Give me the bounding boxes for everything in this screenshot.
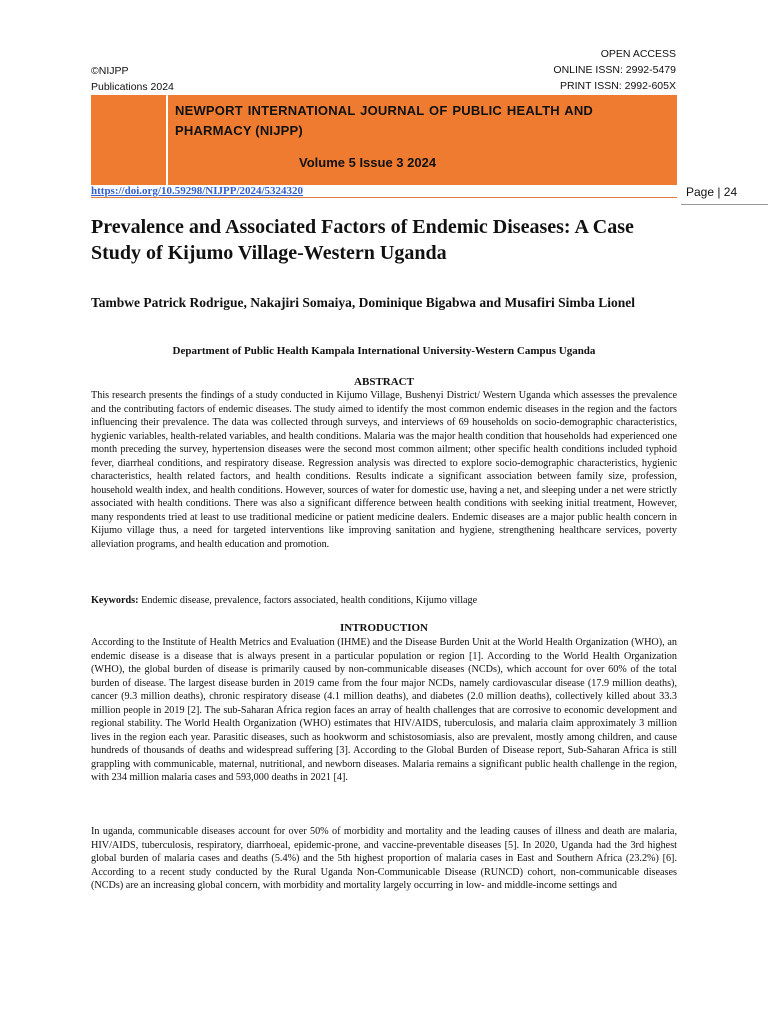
author-list: Tambwe Patrick Rodrigue, Nakajiri Somaiya, Dominique Bigabwa and Musafiri Simba Lionel (91, 295, 636, 310)
keywords-line (91, 594, 677, 608)
abstract-heading: ABSTRACT (354, 376, 414, 388)
publisher-info (91, 63, 174, 95)
online-issn: ONLINE ISSN: 2992-5479 (553, 64, 676, 76)
banner-divider (166, 95, 168, 185)
journal-title: NEWPORT INTERNATIONAL JOURNAL OF PUBLIC HEALTH AND PHARMACY (NIJPP) (175, 103, 593, 138)
journal-banner (91, 95, 677, 185)
journal-volume: Volume 5 Issue 3 2024 (299, 155, 437, 170)
affiliation: Department of Public Health Kampala International University-Western Campus Uganda (172, 345, 596, 357)
print-issn: PRINT ISSN: 2992-605X (560, 80, 676, 92)
keywords-label: Keywords: (91, 595, 139, 606)
abstract-text: This research presents the findings of a study conducted in Kijumo Village, Bushenyi District/ Western Uganda which assesses the prevalence and the contributing factors of endemic diseases. The study aimed to identify the most common endemic diseases in the region and the factors influencing their prevalence. The data was collected through surveys, and interviews of 69 households on socio-demographic characteristics, hygienic variables, health-related variables, and health conditions. Malaria was the major health condition that households had experienced one month preceding the survey, hypertension diseases were the second most common ailment; other specific health conditions included typhoid fever, diarrheal conditions, and respiratory disease. Regression analysis was directed to explore socio-demographic characteristics, hygienic characteristics, health related factors, and health conditions. Results indicate a significant association between family size, profession, household wealth index, and health conditions. However, sources of water for domestic use, having a net, and sleeping under a net were strictly associated with health conditions. There was also a significant difference between health conditions with seeking initial treatment, However, many respondents tried at least to use traditional medicine or patient medicine dealers. Endemic diseases are a major public health concern in Kijumo village thus, a need for targeted interventions like improving sanitation and hygiene, strengthening healthcare services, poverty alleviation programs, and health education and promotion. (91, 390, 677, 550)
issn-info (553, 46, 676, 94)
open-access-label: OPEN ACCESS (600, 48, 676, 60)
publications-year: Publications 2024 (91, 81, 174, 93)
doi-divider (91, 197, 677, 198)
copyright: ©NIJPP (91, 65, 129, 77)
introduction-paragraph-2: In uganda, communicable diseases account for over 50% of morbidity and mortality and the leading causes of illness and death are malaria, HIV/AIDS, tuberculosis, respiratory, diarrhoeal, epidemic-prone, and vaccine-preventable diseases [5]. In 2020, Uganda had the 3rd highest global burden of malaria cases and deaths (5.4%) and the 5th highest proportion of malaria cases in East and Southern Africa (23.2%) [6]. According to a recent study conducted by the Rural Uganda Non-Communicable Disease (RUNCD) cohort, non-communicable diseases (NCDs) are an increasing global concern, with morbidity and mortality largely occurring in low- and middle-income settings and (91, 826, 677, 891)
page-number-divider (681, 204, 768, 205)
keywords-text: Endemic disease, prevalence, factors associated, health conditions, Kijumo village (141, 595, 478, 606)
page-number: Page | 24 (686, 185, 738, 199)
introduction-paragraph-1: According to the Institute of Health Metrics and Evaluation (IHME) and the Disease Burden Unit at the World Health Organization (WHO), an endemic disease is a disease that is always present in a particular population or region [1]. According to the World Health Organization (WHO), the global burden of disease is primarily caused by non-communicable diseases (NCDs), which account for over 60% of the total burden of disease. The largest disease burden in 2019 came from the four major NCDs, namely cardiovascular disease (17.9 million deaths), cancer (9.3 million deaths), chronic respiratory disease (4.1 million deaths), and diabetes (2.0 million deaths), collectively killed about 33.3 million people in 2019 [2]. The sub-Saharan Africa region faces an array of health challenges that are corrosive to economic development and regional stability. The World Health Organization (WHO) estimates that HIV/AIDS, tuberculosis, and malaria claim approximately 3 million lives in the region each year. Parasitic diseases, such as hookworm and schistosomiasis, also are prevalent, mostly among children, and cause hundreds of thousands of deaths and widespread suffering [3]. According to the Global Burden of Disease report, Sub-Saharan Africa is still grappling with communicable, maternal, nutritional, and newborn diseases. Malaria remains a significant public health challenge in the region, with 234 million malaria cases and 593,000 deaths in 2021 [4]. (91, 637, 677, 783)
doi-link[interactable]: https://doi.org/10.59298/NIJPP/2024/5324320 (91, 185, 304, 197)
introduction-heading: INTRODUCTION (339, 622, 428, 634)
article-title: Prevalence and Associated Factors of Endemic Diseases: A Case Study of Kijumo Village-Western Uganda (91, 216, 634, 264)
